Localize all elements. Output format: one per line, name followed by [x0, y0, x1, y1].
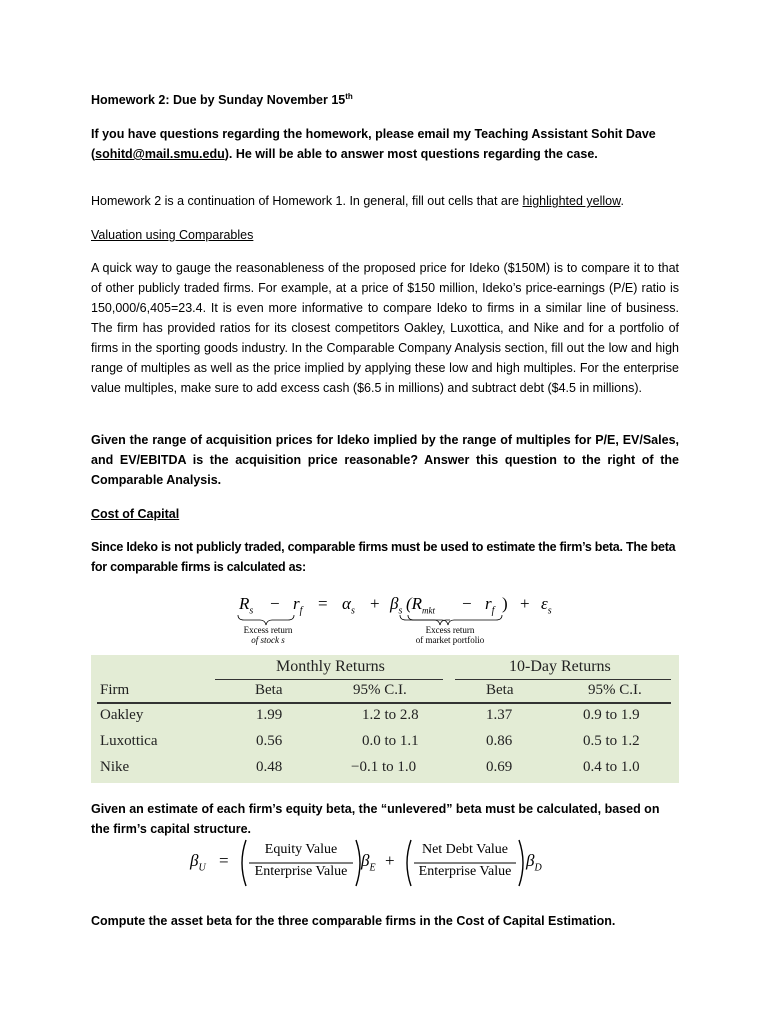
eq2-beta-u: β	[190, 851, 199, 870]
row-firm: Nike	[100, 759, 130, 775]
question-paragraph: Given the range of acquisition prices for Ideko implied by the range of multiples for P/E, EV/Sales, and EV/EBITDA is the acquisition price reasonable? Answer this question to the right of the Comparable Analysis.	[91, 433, 679, 487]
eq2-left-paren-1	[242, 840, 246, 886]
eq1-rf-2: r	[485, 594, 492, 613]
intro-highlight: highlighted yellow	[522, 194, 621, 208]
col-header-ci-monthly: 95% C.I.	[353, 682, 407, 698]
group-rule-10-day	[455, 679, 671, 680]
group-header-monthly: Monthly Returns	[276, 658, 385, 675]
contact-paragraph	[91, 124, 679, 164]
eq2-beta-e: β	[361, 851, 370, 870]
title-text: Homework 2: Due by Sunday November 15	[91, 93, 346, 107]
title-superscript: th	[345, 91, 353, 101]
contact-rest: ). He will be able to answer most questions regarding the case.	[224, 147, 598, 161]
eq2-frac-1-denominator: Enterprise Value	[254, 864, 348, 879]
row-beta-10-day: 0.69	[486, 759, 513, 775]
intro-paragraph	[91, 191, 679, 211]
row-firm: Luxottica	[100, 733, 158, 749]
header-rule	[97, 702, 671, 704]
page-title	[91, 90, 679, 110]
row-beta-monthly: 1.99	[256, 707, 283, 723]
email-link[interactable]: sohitd@mail.smu.edu	[95, 147, 225, 161]
row-beta-monthly: 0.48	[256, 759, 283, 775]
eq1-equals: =	[318, 594, 328, 613]
row-firm: Oakley	[100, 707, 144, 723]
section-heading-valuation: Valuation using Comparables	[91, 228, 254, 242]
row-ci-monthly: 0.0 to 1.1	[362, 733, 419, 749]
excess-return-stock-label: Excess return of stock s	[243, 625, 293, 645]
eq1-plus-2: +	[520, 594, 530, 613]
eq1-rs: R	[239, 594, 250, 613]
contact-line: If you have questions regarding the homework, please email my Teaching Assistant Sohit Dave	[91, 127, 656, 141]
eq2-beta-d: β	[526, 851, 535, 870]
eq2-equals: =	[219, 851, 229, 870]
row-ci-monthly: 1.2 to 2.8	[362, 707, 419, 723]
eq2-right-paren-2	[519, 840, 523, 886]
row-beta-monthly: 0.56	[256, 733, 283, 749]
section-heading-cost-of-capital: Cost of Capital	[91, 507, 180, 521]
unlevered-beta-paragraph: Given an estimate of each firm’s equity beta, the “unlevered” beta must be calculated, based on the firm’s capital structure.	[91, 802, 660, 836]
excess-return-stock-brace	[238, 615, 294, 625]
eq2-left-paren-2	[407, 840, 411, 886]
market-brace-path	[400, 615, 502, 625]
row-ci-10-day: 0.4 to 1.0	[583, 759, 640, 775]
group-rule-monthly	[215, 679, 443, 680]
col-header-beta-monthly: Beta	[255, 682, 283, 698]
row-beta-10-day: 1.37	[486, 707, 513, 723]
eq1-epsilon: ε	[541, 594, 548, 613]
eq1-rf: r	[293, 594, 300, 613]
eq1-close-paren: )	[502, 594, 508, 613]
intro-text: Homework 2 is a continuation of Homework 1. In general, fill out cells that are	[91, 194, 523, 208]
eq2-plus: +	[385, 851, 395, 870]
eq1-beta: β	[390, 594, 399, 613]
beta-table	[91, 655, 679, 783]
document-page: Homework 2: Due by Sunday November 15th If you have questions regarding the homework, please email my Teaching Assistant Sohit Dave (sohitd@mail.smu.edu). He will be able to answer most questions regarding the case. Homework 2 is a continuation of Homework 1. In general, fill out cells that are highlighted yellow. Valuation using Comparables A quick way to gauge the reasonableness of the proposed price for Ideko ($150M) is to compare it to that of other publicly traded firms. For example, at a price of $150 million, Ideko’s price-earnings (P/E) ratio is 150,000/6,405=23.4. It is even more informative to compare Ideko to firms in a similar line of business. The firm has provided ratios for its closest competitors Oakley, Luxottica, and Nike and for a portfolio of firms in the sporting goods industry. In the Comparable Company Analysis section, fill out the low and high range of multiples as well as the price implied by applying these low and high multiples. For the enterprise value multiples, make sure to add excess cash ($6.5 in millions) and subtract debt ($4.5 in millions). Given the range of acquisition prices for Ideko implied by the range of multiples for P/E, EV/Sales, and EV/EBITDA is the acquisition price reasonable? Answer this question to the right of the Comparable Analysis. Cost of Capital Since Ideko is not publicly traded, comparable firms must be used to estimate the firm’s beta. The beta for comparable firms is calculated as: $R_s$ − $r_f$ = $\alpha_s$ + $\beta_s$ ($R_{mkt}$ − $r_f$ ) + $\varepsilon_s$ Excess return of stock s Excess return of market portfolio Monthly Returns 10-Day Returns Firm Beta 95% C.I. Beta 95% C.I. Oakley 1.99 1.2 to 2.8 1.37 0.9 to 1.9 Luxottica 0.56 0.0 to 1.1 0.86 0.5 to 1.2 Nike 0.48 −0.1 to 1.0 0.69 0.4 to 1.0 Given an estimate of each firm’s equity beta, the “unlevered” beta must be calculated, based on the firm’s capital structure. $\beta_U$ = Equity Value Enterprise Value $\beta_E$ + Net Debt Value Enterprise Value $\beta_D$ Compute the asset beta for the three comparable firms in the Cost of Capital Estimation.	[0, 0, 768, 1024]
col-header-beta-10-day: Beta	[486, 682, 514, 698]
eq2-frac-1-numerator: Equity Value	[264, 842, 338, 857]
eq2-frac-2-numerator: Net Debt Value	[421, 842, 509, 857]
row-beta-10-day: 0.86	[486, 733, 513, 749]
closing-instruction: Compute the asset beta for the three comparable firms in the Cost of Capital Estimation.	[91, 914, 616, 928]
row-ci-10-day: 0.9 to 1.9	[583, 707, 640, 723]
intro-period: .	[620, 194, 624, 208]
eq1-rmkt: (R	[406, 594, 423, 613]
row-ci-monthly: −0.1 to 1.0	[351, 759, 417, 775]
beta-paragraph: Since Ideko is not publicly traded, comparable firms must be used to estimate the firm’s beta. The beta for comparable firms is calculated as:	[91, 540, 676, 574]
eq1-plus: +	[370, 594, 380, 613]
col-header-firm: Firm	[100, 682, 130, 698]
eq1-alpha: α	[342, 594, 351, 613]
excess-return-market-label: Excess return of market portfolio	[415, 625, 485, 645]
eq2-right-paren-1	[356, 840, 360, 886]
eq1-minus-2: −	[462, 594, 472, 613]
eq2-frac-2-denominator: Enterprise Value	[418, 864, 512, 879]
eq1-minus: −	[270, 594, 280, 613]
contact-open-paren: (	[91, 147, 96, 161]
valuation-paragraph: A quick way to gauge the reasonableness of the proposed price for Ideko ($150M) is to compare it to that of other publicly traded firms. For example, at a price of $150 million, Ideko’s price-earnings (P/E) ratio is 150,000/6,405=23.4. It is even more informative to compare Ideko to firms in a similar line of business. The firm has provided ratios for its closest competitors Oakley, Luxottica, and Nike and for a portfolio of firms in the sporting goods industry. In the Comparable Company Analysis section, fill out the low and high range of multiples as well as the price implied by applying these low and high multiples. For the enterprise value multiples, make sure to add excess cash ($6.5 in millions) and subtract debt ($4.5 in millions).	[91, 261, 679, 395]
group-header-10-day: 10-Day Returns	[509, 658, 611, 675]
col-header-ci-10-day: 95% C.I.	[588, 682, 642, 698]
row-ci-10-day: 0.5 to 1.2	[583, 733, 640, 749]
